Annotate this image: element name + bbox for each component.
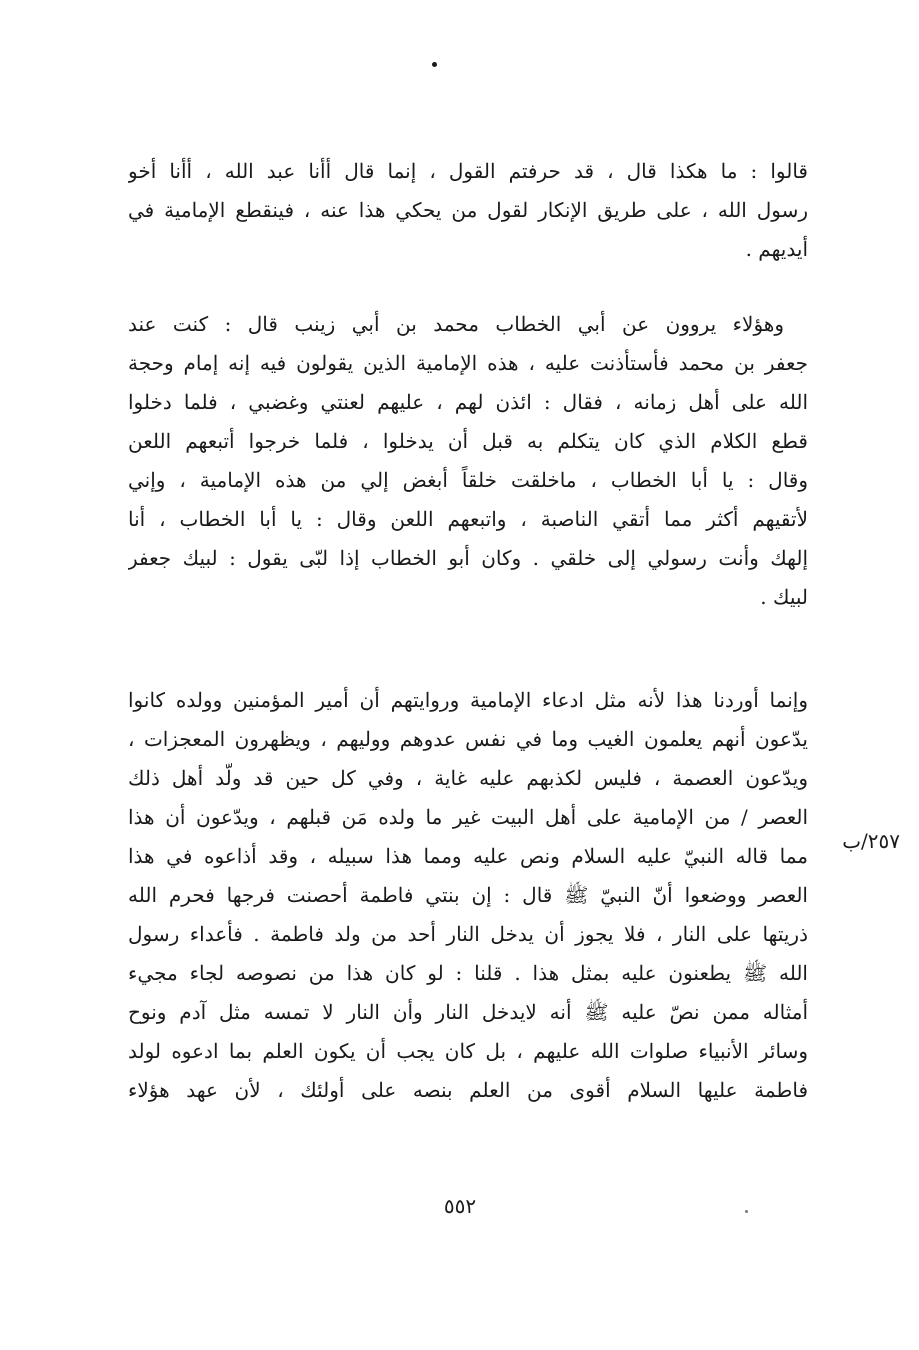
- text-line: جعفر بن محمد فأستأذنت عليه ، هذه الإمامية الذين يقولون فيه إنه إمام وحجة: [128, 351, 808, 375]
- text-line: فاطمة عليها السلام أقوى من العلم بنصه على أولئك ، لأن عهد هؤلاء: [128, 1078, 808, 1102]
- text-line: إلهك وأنت رسولي إلى خلقي . وكان أبو الخطاب إذا لبّى يقول : لبيك جعفر: [128, 546, 808, 570]
- text-line: وسائر الأنبياء صلوات الله عليهم ، بل كان يجب أن يكون العلم بما ادعوه لولد: [128, 1039, 808, 1063]
- text-line: يدّعون أنهم يعلمون الغيب وما في نفس عدوهم ووليهم ، ويظهرون المعجزات ،: [128, 727, 808, 751]
- text-line: وقال : يا أبا الخطاب ، ماخلقت خلقاً أبغض إلي من هذه الإمامية ، وإني: [128, 468, 808, 492]
- text-line: ويدّعون العصمة ، فليس لكذبهم عليه غاية ، وفي كل حين قد ولّد أهل ذلك: [128, 766, 808, 790]
- text-line: لأتقيهم أكثر مما أتقي الناصبة ، واتبعهم اللعن وقال : يا أبا الخطاب ، أنا: [128, 507, 808, 531]
- text-line: مما قاله النبيّ عليه السلام ونص عليه ومما هذا سبيله ، وقد أذاعوه في هذا: [128, 844, 808, 868]
- text-line: وهؤلاء يروون عن أبي الخطاب محمد بن أبي زينب قال : كنت عند: [128, 312, 784, 336]
- text-line: رسول الله ، على طريق الإنكار لقول من يحكي هذا عنه ، فينقطع الإمامية في: [128, 198, 808, 222]
- text-line: ذريتها على النار ، فلا يجوز أن يدخل النار أحد من ولد فاطمة . فأعداء رسول: [128, 922, 808, 946]
- text-line: العصر ووضعوا أنّ النبيّ ﷺ قال : إن بنتي فاطمة أحصنت فرجها فحرم الله: [128, 883, 808, 907]
- page-number: ٥٥٢: [443, 1194, 477, 1218]
- text-line: لبيك .: [760, 585, 808, 609]
- paragraph-2: [128, 305, 808, 617]
- text-line: وإنما أوردنا هذا لأنه مثل ادعاء الإمامية وروايتهم أن أمير المؤمنين وولده كانوا: [128, 688, 808, 712]
- paragraph-1: [128, 152, 808, 269]
- scan-speck: [745, 1210, 748, 1213]
- paragraph-3: [128, 681, 808, 1110]
- text-line: أمثاله ممن نصّ عليه ﷺ أنه لايدخل النار وأن النار لا تمسه مثل آدم ونوح: [128, 1000, 808, 1024]
- folio-margin-note: ٢٥٧/ب: [842, 829, 900, 853]
- text-line: قطع الكلام الذي كان يتكلم به قبل أن يدخلوا ، فلما خرجوا أتبعهم اللعن: [128, 429, 808, 453]
- text-line: العصر / من الإمامية على أهل البيت غير ما ولده مَن قبلهم ، ويدّعون أن هذا: [128, 805, 808, 829]
- text-line: أيديهم .: [745, 237, 808, 261]
- text-line: قالوا : ما هكذا قال ، قد حرفتم القول ، إنما قال أأنا عبد الله ، أأنا أخو: [128, 159, 808, 183]
- header-dot: [432, 62, 437, 67]
- text-line: الله على أهل زمانه ، فقال : ائذن لهم ، عليهم لعنتي وغضبي ، فلما دخلوا: [128, 390, 808, 414]
- text-line: الله ﷺ يطعنون عليه بمثل هذا . قلنا : لو كان هذا من نصوصه لجاء مجيء: [128, 961, 808, 985]
